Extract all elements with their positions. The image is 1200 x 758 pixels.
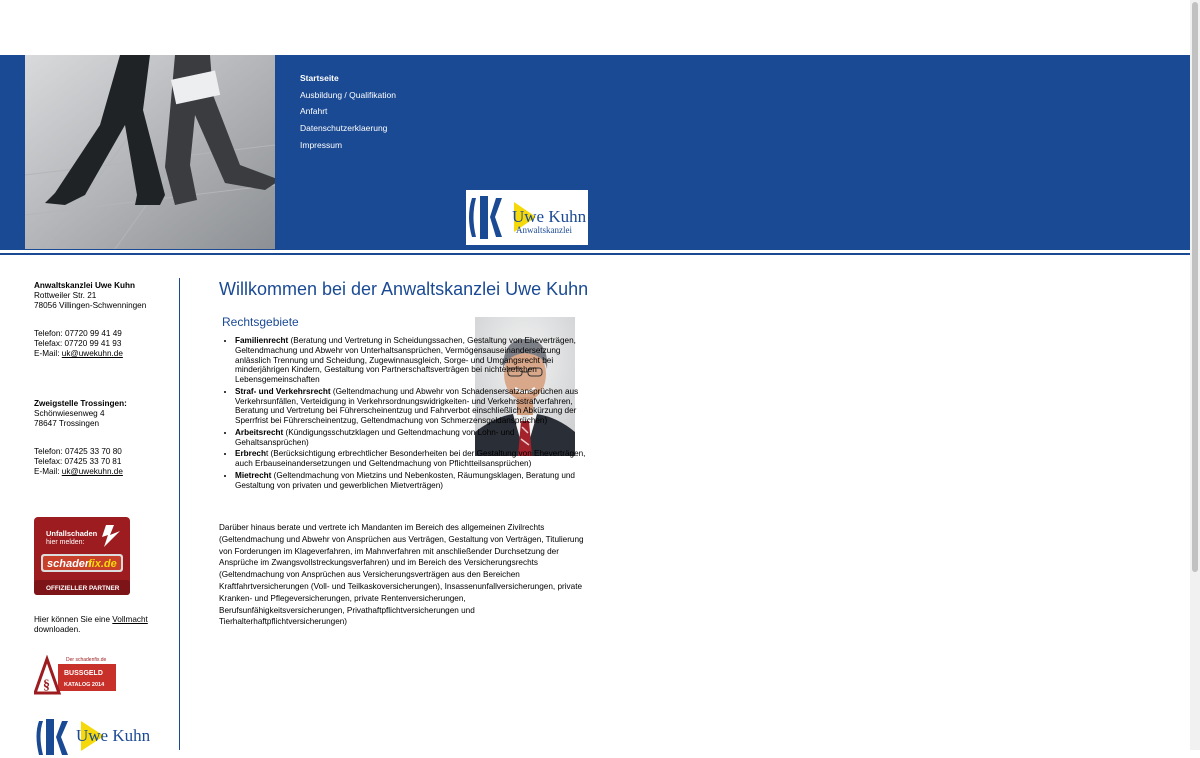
law-area-desc: t (Berücksichtigung erbrechtlicher Besonderheiten bei der Gestaltung von Eheverträgen, auch Erbauseinandersetzungen und Geltendmachung von Pflichtteilsansprüchen) [235,449,586,468]
law-area-desc: (Kündigungsschutzklagen und Geltendmachung von Lohn- und Gehaltsansprüchen) [235,427,515,447]
branch-block [34,399,174,429]
intro-paragraph: Darüber hinaus berate und vertrete ich Mandanten im Bereich des allgemeinen Zivilrechts (Geltendmachung und Abwehr von Ansprüchen aus Verträgen, Gestaltung von Verträgen, Titulierung von Forderungen im Klageverfahren, im Mahnverfahren mit anschließender Durchsetzung der Ansprüche im Zwangsvollstreckungsverfahren) und im Bereich des Versicherungsrechts (Geltendmachung von Ansprüchen aus Versicherungsverträgen aus den Bereichen Kraftfahrtversicherungen (Voll- und Teilkaskoversicherungen), Insassenunfallversicherungen, private Kranken- und Pflegeversicherungen, private Rentenversicherungen, Berufsunfähigkeitsversicherungen, Privathaftpflichtversicherungen und Tierhalterhaftpflichtversicherungen) [219,523,584,627]
branch-email-label: E-Mail: [34,467,60,476]
nav-item-impressum[interactable]: Impressum [300,139,343,150]
badge-brand-a: schaden [47,558,92,570]
nav-item-ausbildung[interactable]: Ausbildung / Qualifikation [300,89,396,100]
office-phone: Telefon: 07720 99 41 49 [34,329,122,338]
bussgeld-line2: KATALOG 2014 [64,682,105,688]
main-navigation [300,72,396,155]
logo-name: Uwe Kuhn [512,207,587,226]
section-title: Rechtsgebiete [222,315,299,329]
sidebar-logo [34,715,158,755]
branch-email-link[interactable]: uk@uwekuhn.de [61,467,123,476]
vollmacht-note [34,615,174,635]
sidebar-contact [34,281,174,755]
schadenfix-badge[interactable] [34,517,130,595]
badge-line1: Unfallschaden [46,529,98,538]
nav-item-datenschutz[interactable]: Datenschutzerklaerung [300,123,388,134]
law-area-item [235,471,587,491]
sidebar-divider [179,278,180,750]
law-areas-list [219,336,587,492]
office-contact [34,329,174,359]
office-name: Anwaltskanzlei Uwe Kuhn [34,281,135,290]
main-content [219,278,589,627]
header-logo [466,190,588,245]
svg-text:§: § [43,678,50,693]
law-area-item [235,449,587,469]
bussgeld-top: Der schadenfix.de [66,657,107,663]
branch-contact [34,447,174,477]
branch-city: 78647 Trossingen [34,419,100,428]
law-area-name: Familienrecht [235,336,289,345]
office-fax: Telefax: 07720 99 41 93 [34,339,122,348]
nav-item-anfahrt[interactable]: Anfahrt [300,106,328,117]
nav-item-startseite[interactable]: Startseite [300,73,339,83]
branch-phone: Telefon: 07425 33 70 80 [34,447,122,456]
badge-brand-b: fix.de [88,558,117,570]
law-area-desc: (Geltendmachung von Mietzins und Nebenkosten, Räumungsklagen, Beratung und Gestaltung von privaten und gewerblichen Mietverträgen) [235,470,575,490]
top-blank-area [0,0,1190,55]
header-divider-line [0,253,1190,255]
law-area-name: Straf- und Verkehrsrecht [235,386,331,396]
office-block [34,281,174,311]
office-email-label: E-Mail: [34,349,60,358]
vollmacht-prefix: Hier können Sie eine [34,615,111,624]
badge-partner: OFFIZIELLER PARTNER [46,585,120,592]
office-email-link[interactable]: uk@uwekuhn.de [61,349,123,358]
header-photo [25,55,275,249]
law-area-name: Arbeitsrecht [235,427,284,437]
branch-name: Zweigstelle Trossingen: [34,399,127,408]
office-street: Rottweiler Str. 21 [34,291,97,300]
badge-line2: hier melden: [46,539,85,546]
vollmacht-link[interactable]: Vollmacht [112,615,148,624]
branch-fax: Telefax: 07425 33 70 81 [34,457,122,466]
bussgeld-line1: BUSSGELD [64,670,103,677]
branch-street: Schönwiesenweg 4 [34,409,105,418]
vollmacht-suffix: downloaden. [34,625,81,634]
law-area-item [235,428,587,448]
law-area-desc: (Beratung und Vertretung in Scheidungssachen, Gestaltung von Eheverträgen, Geltendmachung und Abwehr von Unterhaltsansprüchen, Vermögensauseinandersetzung anlässlich Trennung und Scheidung, Zugewinnausgleich, Sorge- und Umgangsrecht bei minderjährigen Kindern, Gestaltung von Partnerschaftsverträgen bei nichtehelichen Lebensgemeinschaften [235,336,576,384]
header-banner [0,55,1190,250]
law-area-item [235,336,587,385]
sidebar-logo-name: Uwe Kuhn [76,726,151,745]
law-area-name: Erbrech [235,449,266,459]
law-area-desc: (Geltendmachung und Abwehr von Schadensersatzansprüchen aus Verkehrsunfällen, Verteidigung in Verkehrsordnungswidrigkeiten- und Verkehrsstrafverfahren, Beratung und Vertretung bei Führerscheinentzug und Fahrverbot einschließlich Abkürzung der Sperrfrist bei Führerscheinentzug, Geltendmachung von Schmerzensgeldansprüchen) [235,386,579,425]
law-area-name: Mietrecht [235,470,272,480]
scrollbar-thumb[interactable] [1192,2,1198,572]
law-area-item [235,387,587,426]
logo-subtitle: Anwaltskanzlei [516,225,572,235]
page-title: Willkommen bei der Anwaltskanzlei Uwe Kuhn [219,279,589,299]
bussgeld-katalog-badge[interactable] [34,655,116,695]
office-city: 78056 Villingen-Schwenningen [34,301,147,310]
